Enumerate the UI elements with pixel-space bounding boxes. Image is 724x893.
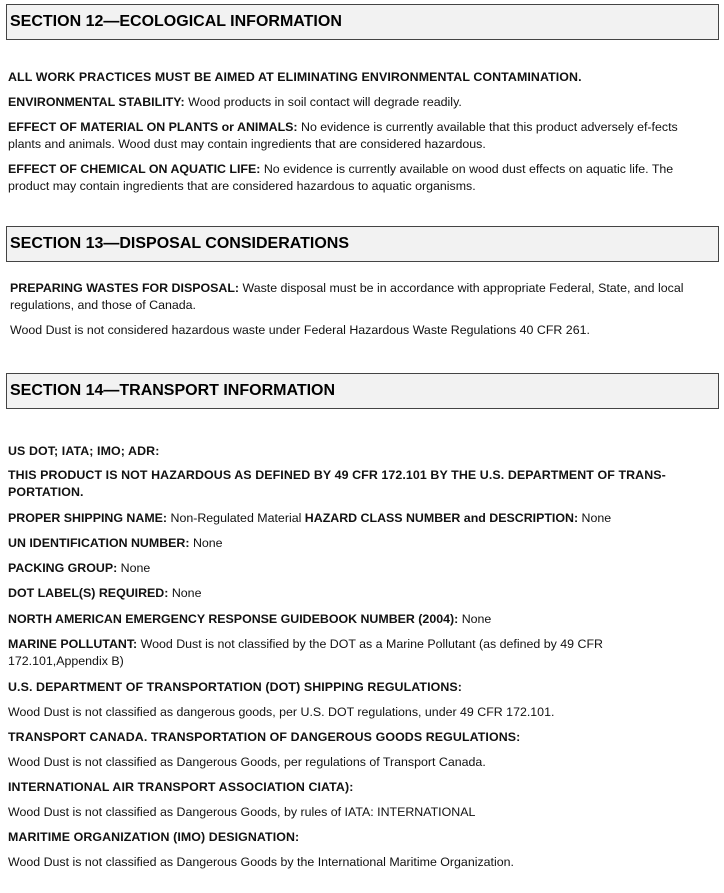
transport-canada-heading: TRANSPORT CANADA. TRANSPORTATION OF DANGEROUS GOODS REGULATIONS: — [8, 730, 521, 744]
marine-pollutant — [8, 636, 668, 670]
dot-labels-label: DOT LABEL(S) REQUIRED: — [8, 586, 169, 600]
effect-on-plants-text: No evidence is currently available that this product adversely ef-fects plants and animals. Wood dust may contain ingredients that are considered hazardous. — [8, 120, 678, 151]
packing-group-label: PACKING GROUP: — [8, 561, 118, 575]
us-dot-iata-imo-adr: US DOT; IATA; IMO; ADR: — [8, 444, 160, 458]
not-hazardous-statement: THIS PRODUCT IS NOT HAZARDOUS AS DEFINED BY 49 CFR 172.101 BY THE U.S. DEPARTMENT OF TRANS-PORTATION. — [8, 468, 666, 499]
dot-labels-value: None — [168, 586, 202, 600]
environmental-stability-text: Wood products in soil contact will degrade readily. — [184, 95, 462, 109]
imo-heading: MARITIME ORGANIZATION (IMO) DESIGNATION: — [8, 830, 300, 844]
iata-heading: INTERNATIONAL AIR TRANSPORT ASSOCIATION CIATA): — [8, 780, 354, 794]
un-identification-number — [8, 535, 708, 552]
section-14-header: SECTION 14—TRANSPORT INFORMATION — [6, 373, 719, 409]
effect-on-plants-label: EFFECT OF MATERIAL ON PLANTS or ANIMALS: — [8, 120, 298, 134]
imo-text: Wood Dust is not classified as Dangerous Goods by the International Maritime Organization. — [8, 855, 514, 869]
marine-pollutant-label: MARINE POLLUTANT: — [8, 637, 138, 651]
section-12-header: SECTION 12—ECOLOGICAL INFORMATION — [6, 4, 719, 40]
section-13-header: SECTION 13—DISPOSAL CONSIDERATIONS — [6, 226, 719, 262]
dot-labels-required — [8, 585, 708, 602]
effect-on-aquatic-text: No evidence is currently available on wood dust effects on aquatic life. The product may contain ingredients that are considered hazardous to aquatic organisms. — [8, 162, 674, 193]
naerg-value: None — [458, 612, 492, 626]
naerg-label: NORTH AMERICAN EMERGENCY RESPONSE GUIDEBOOK NUMBER (2004): — [8, 612, 459, 626]
preparing-wastes-label: PREPARING WASTES FOR DISPOSAL: — [10, 281, 240, 295]
preparing-wastes-text: Waste disposal must be in accordance with appropriate Federal, State, and local regulations, and those of Canada. — [10, 281, 684, 312]
hazard-class-label: HAZARD CLASS NUMBER and DESCRIPTION: — [304, 511, 579, 525]
marine-pollutant-text: Wood Dust is not classified by the DOT as a Marine Pollutant (as defined by 49 CFR 172.101,Appendix B) — [8, 637, 603, 668]
transport-canada-text: Wood Dust is not classified as Dangerous Goods, per regulations of Transport Canada. — [8, 755, 486, 769]
un-identification-value: None — [189, 536, 223, 550]
proper-shipping-name-label: PROPER SHIPPING NAME: — [8, 511, 168, 525]
iata-text: Wood Dust is not classified as Dangerous Goods, by rules of IATA: INTERNATIONAL — [8, 805, 476, 819]
usdot-shipping-regulations-text: Wood Dust is not classified as dangerous goods, per U.S. DOT regulations, under 49 CFR 172.101. — [8, 705, 555, 719]
not-hazardous-waste-text: Wood Dust is not considered hazardous waste under Federal Hazardous Waste Regulations 40 CFR 261. — [10, 323, 590, 337]
preparing-wastes — [10, 280, 710, 314]
environmental-stability — [8, 94, 708, 111]
proper-shipping-name — [8, 510, 708, 527]
usdot-shipping-regulations-heading: U.S. DEPARTMENT OF TRANSPORTATION (DOT) SHIPPING REGULATIONS: — [8, 680, 462, 694]
effect-on-aquatic-life — [8, 161, 710, 195]
un-identification-label: UN IDENTIFICATION NUMBER: — [8, 536, 190, 550]
naerg-number — [8, 611, 708, 628]
proper-shipping-name-value: Non-Regulated Material — [167, 511, 305, 525]
packing-group-value: None — [117, 561, 151, 575]
packing-group — [8, 560, 708, 577]
hazard-class-value: None — [578, 511, 612, 525]
environmental-stability-label: ENVIRONMENTAL STABILITY: — [8, 95, 185, 109]
effect-on-plants-animals — [8, 119, 710, 153]
all-work-practices-statement: ALL WORK PRACTICES MUST BE AIMED AT ELIMINATING ENVIRONMENTAL CONTAMINATION. — [8, 70, 582, 84]
effect-on-aquatic-label: EFFECT OF CHEMICAL ON AQUATIC LIFE: — [8, 162, 261, 176]
